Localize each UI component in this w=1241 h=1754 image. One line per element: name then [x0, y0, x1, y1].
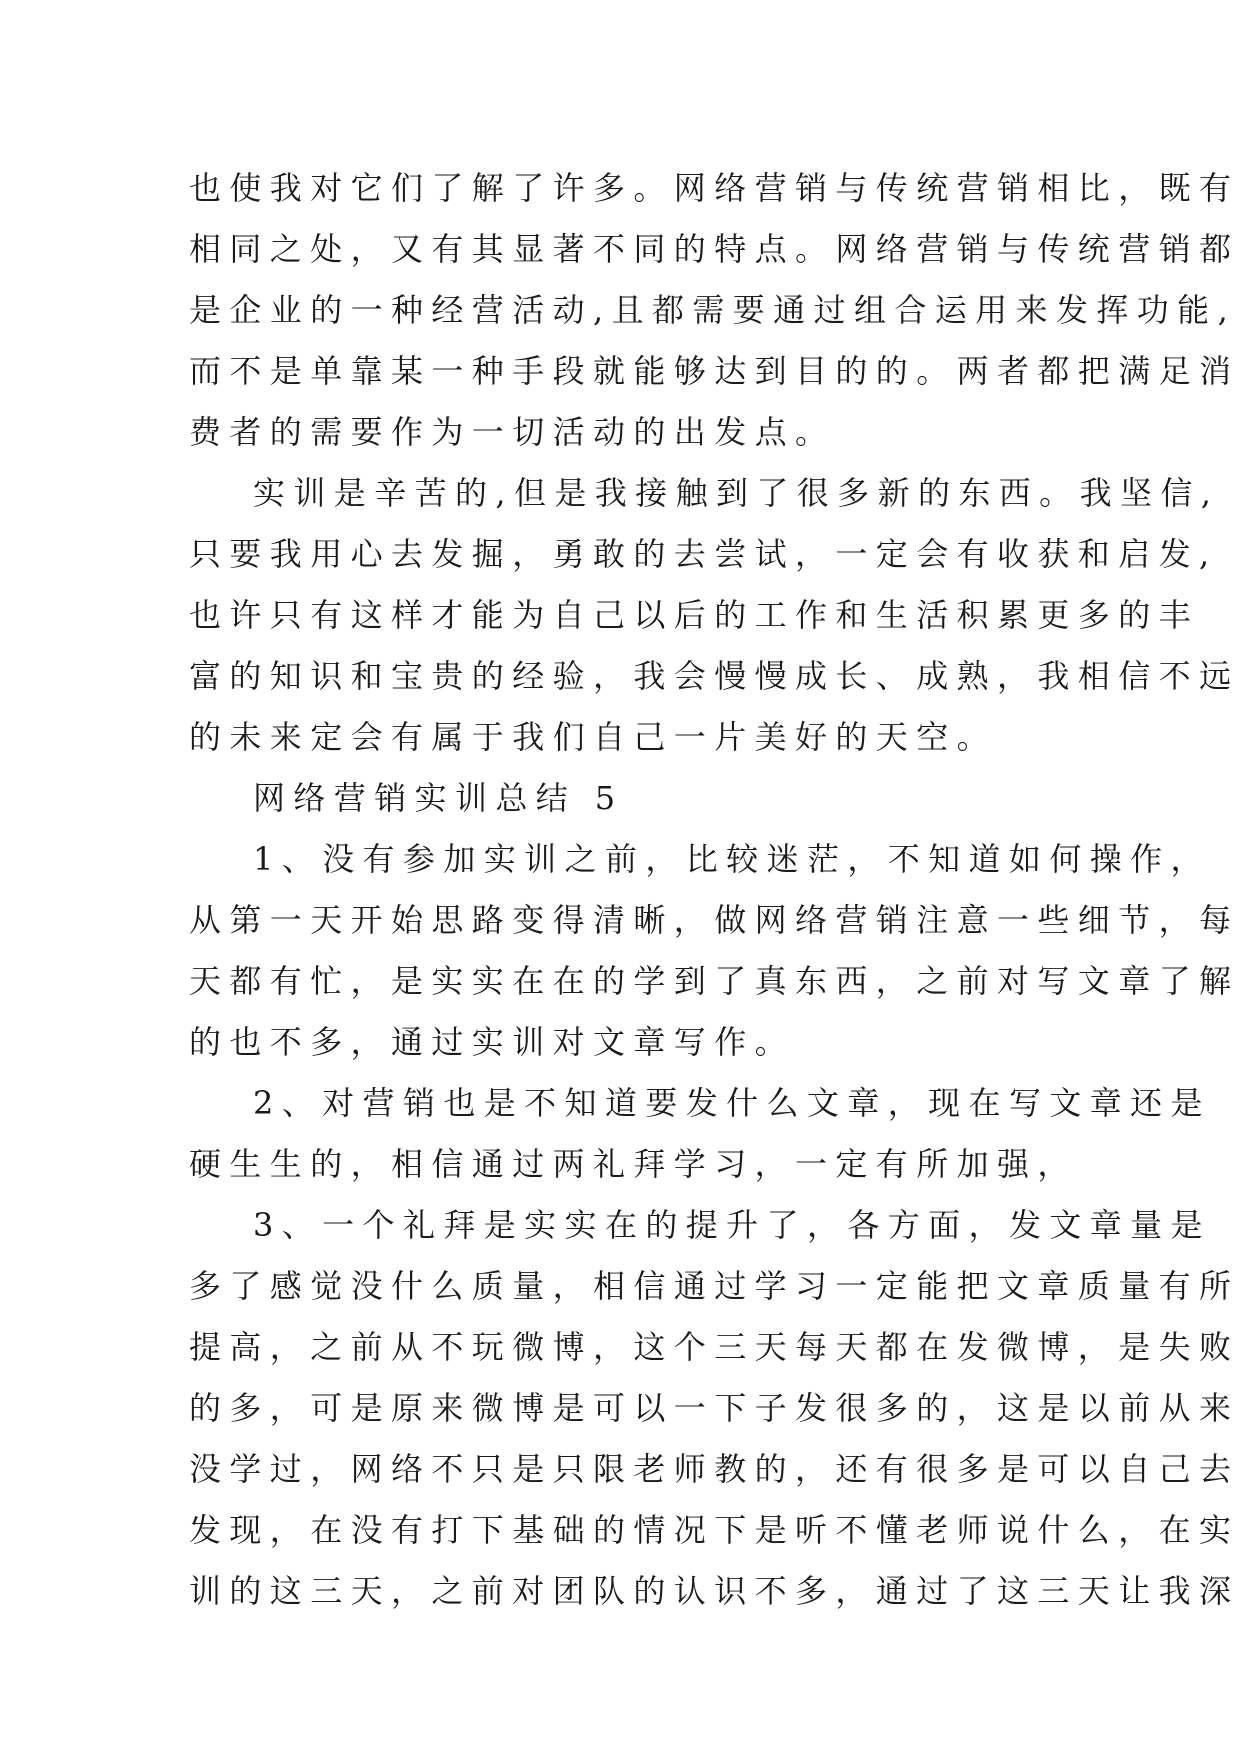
text-line: 没学过，网络不只是只限老师教的，还有很多是可以自己去: [189, 1450, 1240, 1488]
text-line: 也许只有这样才能为自己以后的工作和生活积累更多的丰: [189, 596, 1200, 634]
text-line: 的也不多，通过实训对文章写作。: [189, 1023, 796, 1061]
text-line: 的多，可是原来微博是可以一下子发很多的，这是以前从来: [189, 1389, 1240, 1427]
text-line: 只要我用心去发掘，勇敢的去尝试，一定会有收获和启发,: [189, 535, 1218, 573]
text-line: 硬生生的，相信通过两礼拜学习，一定有所加强，: [189, 1145, 1078, 1183]
text-line: 相同之处，又有其显著不同的特点。网络营销与传统营销都: [189, 230, 1240, 268]
text-line: 多了感觉没什么质量，相信通过学习一定能把文章质量有所: [189, 1267, 1240, 1305]
text-line: 从第一天开始思路变得清晰，做网络营销注意一些细节，每: [189, 901, 1240, 939]
document-page: [189, 158, 1240, 1622]
text-line: 富的知识和宝贵的经验，我会慢慢成长、成熟，我相信不远: [189, 657, 1240, 695]
text-line: 天都有忙，是实实在在的学到了真东西，之前对写文章了解: [189, 962, 1240, 1000]
text-line: 也使我对它们了解了许多。网络营销与传统营销相比，既有: [189, 169, 1240, 207]
text-line: 发现，在没有打下基础的情况下是听不懂老师说什么，在实: [189, 1511, 1240, 1549]
paragraph-first-line: 2、对营销也是不知道要发什么文章，现在写文章还是: [253, 1084, 1211, 1122]
paragraph-first-line: 3、一个礼拜是实实在的提升了，各方面，发文章量是: [253, 1206, 1211, 1244]
paragraph-first-line: 实训是辛苦的,但是我接触到了很多新的东西。我坚信,: [253, 474, 1220, 512]
section-heading: 网络营销实训总结 5: [253, 779, 624, 817]
text-line: 而不是单靠某一种手段就能够达到目的的。两者都把满足消: [189, 352, 1240, 390]
text-line: 训的这三天，之前对团队的认识不多，通过了这三天让我深: [189, 1572, 1240, 1610]
text-line: 是企业的一种经营活动,且都需要通过组合运用来发挥功能,: [189, 291, 1237, 329]
paragraph-first-line: 1、没有参加实训之前，比较迷茫，不知道如何操作，: [253, 840, 1211, 878]
text-line: 的未来定会有属于我们自己一片美好的天空。: [189, 718, 998, 756]
text-line: 提高，之前从不玩微博，这个三天每天都在发微博，是失败: [189, 1328, 1240, 1366]
text-line: 费者的需要作为一切活动的出发点。: [189, 413, 836, 451]
